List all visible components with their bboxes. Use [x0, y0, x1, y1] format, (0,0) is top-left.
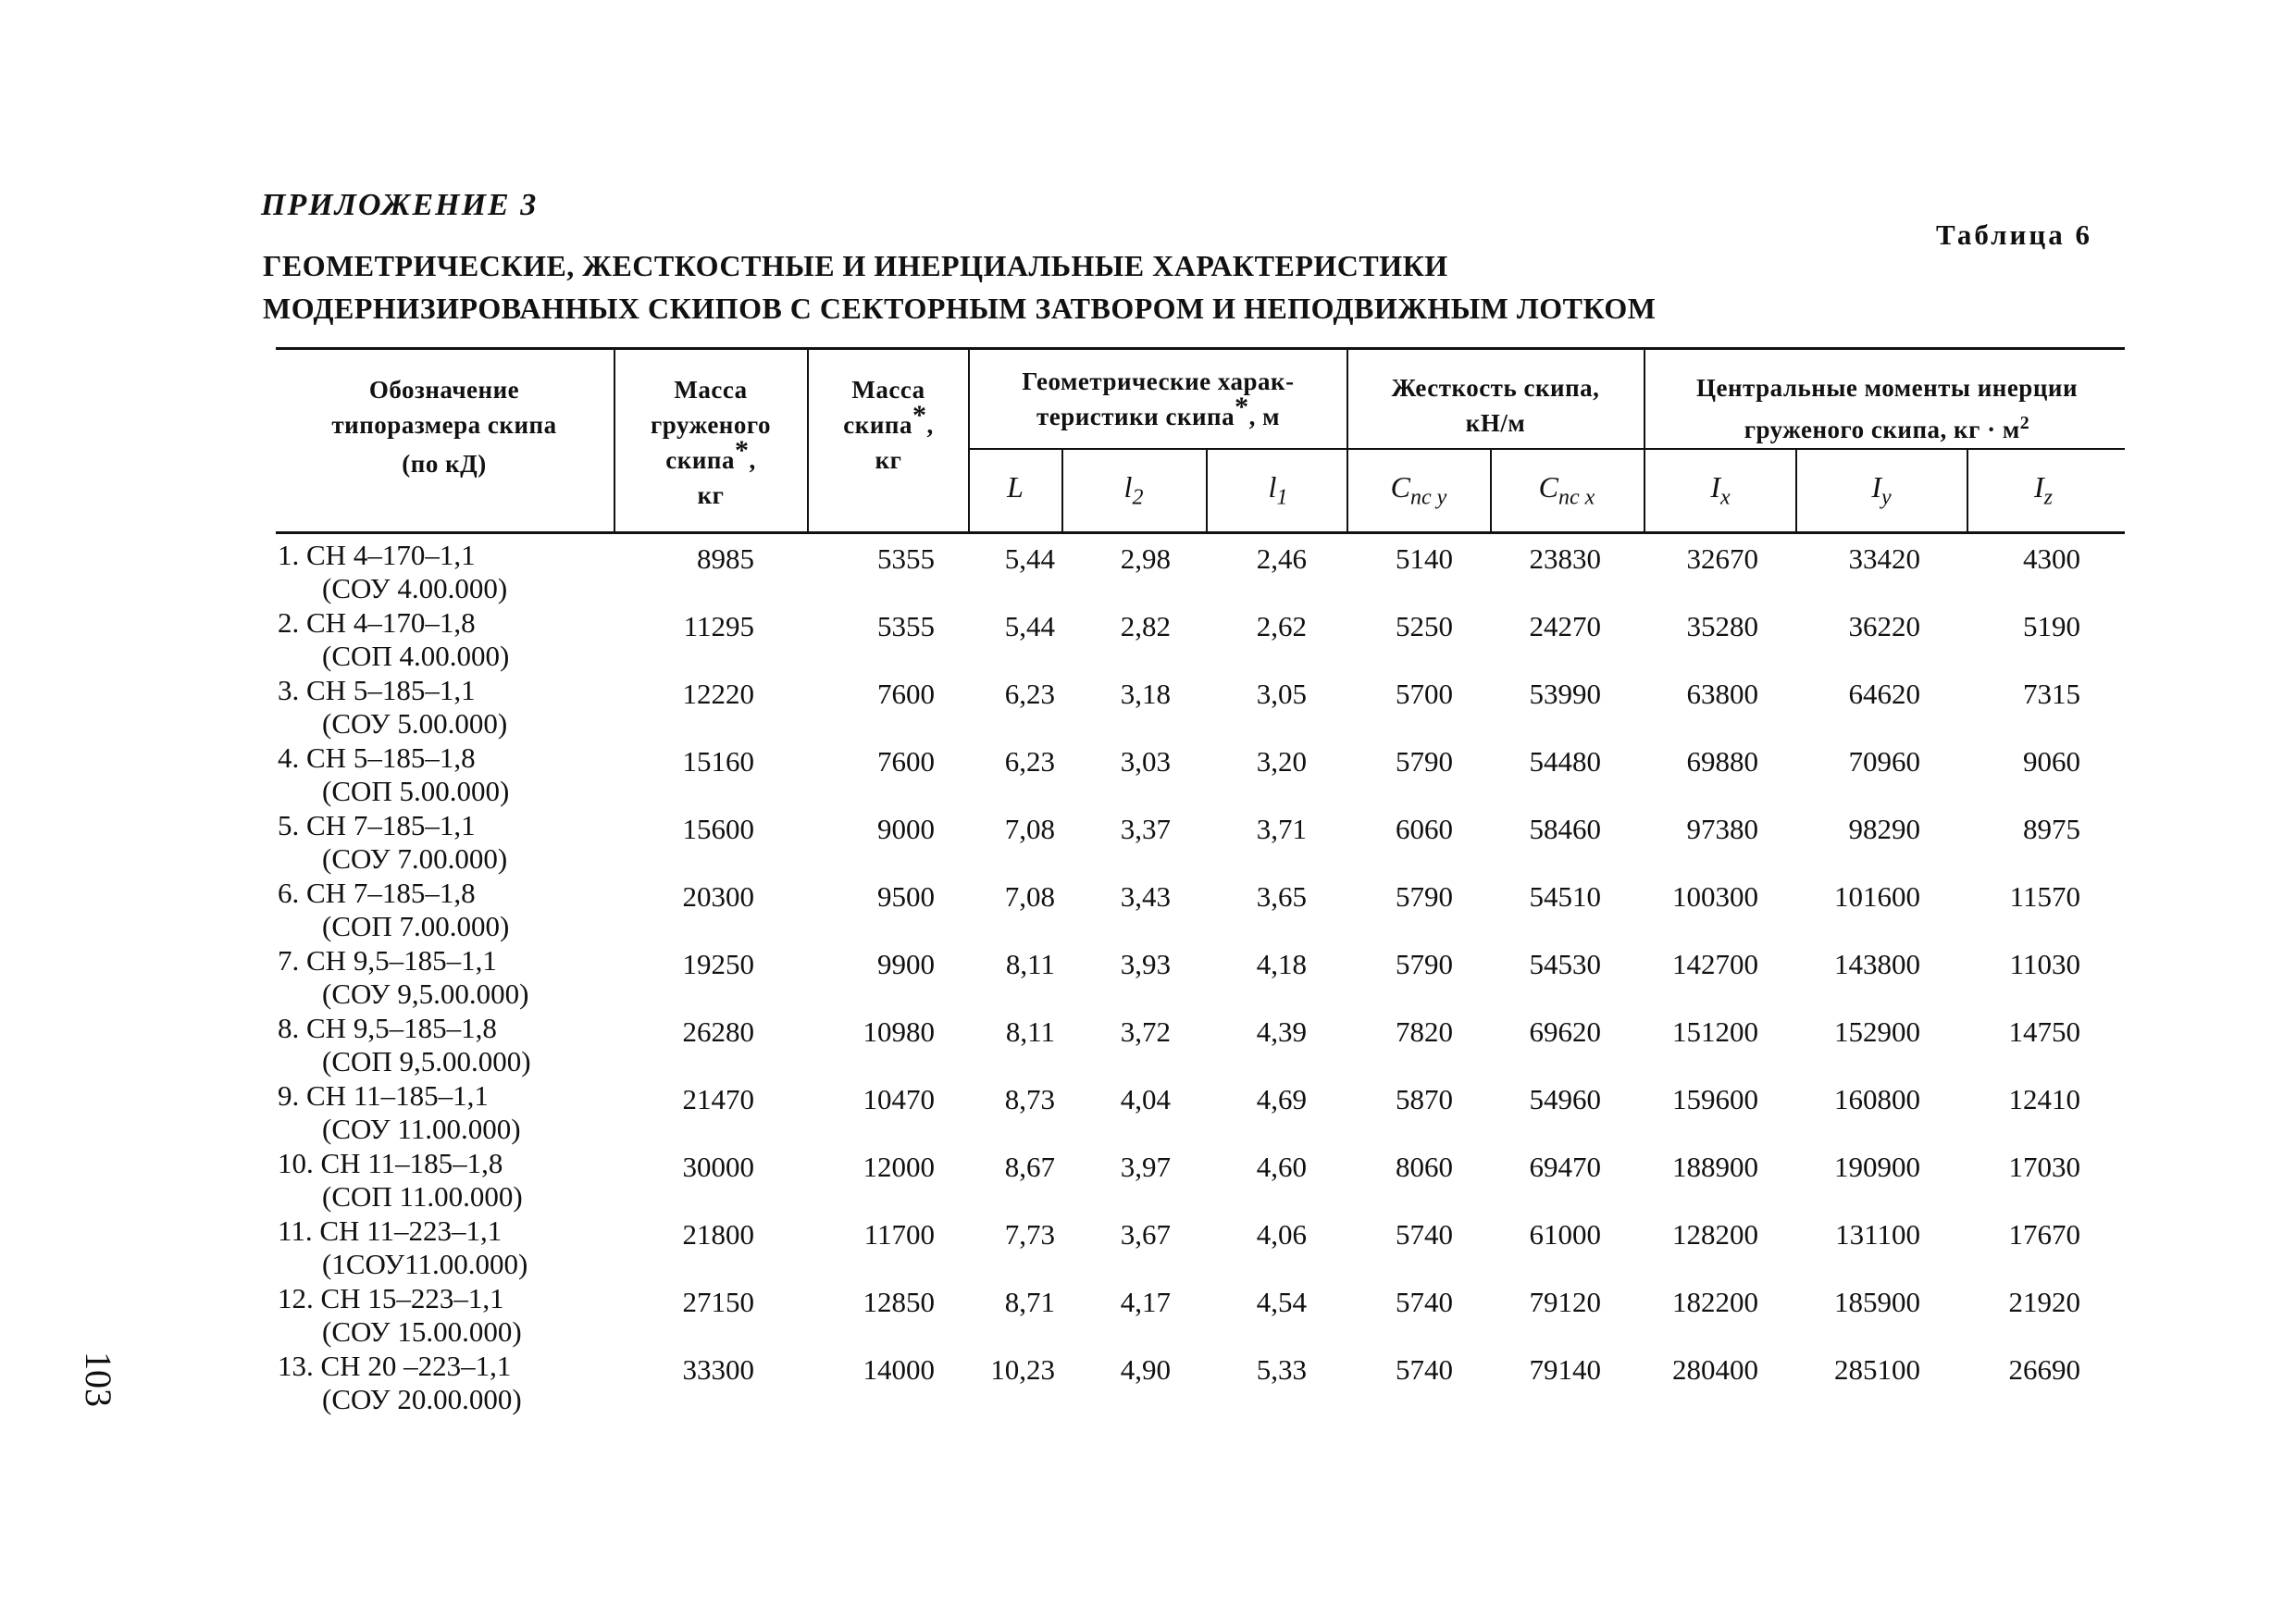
table-row [0, 1012, 2296, 1079]
cell-cy: 5250 [1396, 610, 1453, 642]
cell-L: 7,08 [1004, 880, 1055, 913]
cell-cx: 53990 [1529, 678, 1601, 710]
header-skip-mass: Масса скипа*, кг [843, 376, 934, 474]
cell-ix: 97380 [1686, 813, 1758, 845]
cell-cy: 5140 [1396, 542, 1453, 575]
cell-iz: 5190 [2023, 610, 2080, 642]
table-row [0, 877, 2296, 944]
cell-loaded: 26280 [682, 1015, 754, 1048]
cell-iz: 17670 [2008, 1218, 2080, 1251]
cell-L: 5,44 [1004, 542, 1055, 575]
skip-code: (СОУ 4.00.000) [322, 572, 508, 604]
skip-code: (СОП 11.00.000) [322, 1180, 523, 1213]
cell-cx: 54510 [1529, 880, 1601, 913]
cell-cy: 7820 [1396, 1015, 1453, 1048]
cell-l2: 3,03 [1120, 745, 1171, 778]
cell-loaded: 33300 [682, 1353, 754, 1386]
cell-mass: 9000 [877, 813, 935, 845]
cell-cx: 61000 [1529, 1218, 1601, 1251]
cell-l1: 2,62 [1256, 610, 1307, 642]
skip-designation [278, 606, 611, 673]
cell-ix: 159600 [1672, 1083, 1758, 1115]
cell-cx: 54530 [1529, 948, 1601, 980]
cell-iz: 17030 [2008, 1151, 2080, 1183]
cell-ix: 182200 [1672, 1286, 1758, 1318]
cell-cy: 5790 [1396, 880, 1453, 913]
cell-mass: 9900 [877, 948, 935, 980]
skip-code: (СОУ 5.00.000) [322, 707, 508, 740]
cell-l1: 4,06 [1256, 1218, 1307, 1251]
col-divider [807, 349, 809, 533]
cell-l1: 5,33 [1256, 1353, 1307, 1386]
cell-loaded: 8985 [697, 542, 754, 575]
cell-l2: 4,90 [1120, 1353, 1171, 1386]
subcol-divider [1206, 450, 1208, 533]
cell-ix: 35280 [1686, 610, 1758, 642]
header-bottom-rule [276, 531, 2125, 534]
cell-L: 8,67 [1004, 1151, 1055, 1183]
skip-designation [278, 1350, 611, 1416]
skip-code: (СОУ 9,5.00.000) [322, 978, 529, 1010]
cell-L: 5,44 [1004, 610, 1055, 642]
cell-l2: 3,18 [1120, 678, 1171, 710]
cell-l1: 2,46 [1256, 542, 1307, 575]
cell-ix: 151200 [1672, 1015, 1758, 1048]
cell-cx: 58460 [1529, 813, 1601, 845]
cell-l2: 3,43 [1120, 880, 1171, 913]
cell-L: 6,23 [1004, 745, 1055, 778]
cell-l1: 3,71 [1256, 813, 1307, 845]
cell-l2: 4,17 [1120, 1286, 1171, 1318]
skip-code: (СОП 9,5.00.000) [322, 1045, 531, 1077]
cell-l1: 4,39 [1256, 1015, 1307, 1048]
cell-loaded: 12220 [682, 678, 754, 710]
cell-iy: 285100 [1834, 1353, 1920, 1386]
subcol-divider [1795, 450, 1797, 533]
subcol-divider [1490, 450, 1492, 533]
skip-designation [278, 674, 611, 741]
skip-name: 10. СН 11–185–1,8 [278, 1147, 503, 1179]
cell-cx: 54480 [1529, 745, 1601, 778]
cell-loaded: 30000 [682, 1151, 754, 1183]
cell-ix: 142700 [1672, 948, 1758, 980]
cell-mass: 9500 [877, 880, 935, 913]
col-divider [1644, 349, 1645, 533]
cell-iy: 131100 [1835, 1218, 1920, 1251]
skip-code: (СОУ 7.00.000) [322, 842, 508, 875]
subcol-divider [1967, 450, 1968, 533]
cell-iz: 11030 [2009, 948, 2080, 980]
table-row [0, 1350, 2296, 1417]
cell-loaded: 15160 [682, 745, 754, 778]
skip-designation [278, 1214, 611, 1281]
header-iy: $I_y$ [1871, 470, 1892, 510]
cell-L: 6,23 [1004, 678, 1055, 710]
cell-iz: 14750 [2008, 1015, 2080, 1048]
skip-name: 12. СН 15–223–1,1 [278, 1282, 504, 1314]
table-label: Таблица 6 [1936, 218, 2092, 251]
table-row [0, 674, 2296, 741]
skip-name: 4. СН 5–185–1,8 [278, 741, 476, 774]
cell-cx: 24270 [1529, 610, 1601, 642]
table-top-rule [276, 347, 2125, 350]
cell-mass: 7600 [877, 678, 935, 710]
cell-mass: 5355 [877, 610, 935, 642]
skip-code: (СОУ 20.00.000) [322, 1383, 522, 1415]
cell-mass: 10470 [863, 1083, 935, 1115]
cell-l2: 3,72 [1120, 1015, 1171, 1048]
skip-name: 7. СН 9,5–185–1,1 [278, 944, 497, 977]
skip-name: 13. СН 20 –223–1,1 [278, 1350, 512, 1382]
skip-name: 6. СН 7–185–1,8 [278, 877, 476, 909]
cell-l2: 3,37 [1120, 813, 1171, 845]
cell-cy: 5740 [1396, 1218, 1453, 1251]
cell-mass: 14000 [863, 1353, 935, 1386]
cell-l1: 4,54 [1256, 1286, 1307, 1318]
cell-loaded: 21470 [682, 1083, 754, 1115]
subheader-rule [968, 448, 2125, 450]
cell-iz: 8975 [2023, 813, 2080, 845]
skip-designation [278, 1147, 611, 1214]
cell-iy: 64620 [1848, 678, 1920, 710]
cell-loaded: 15600 [682, 813, 754, 845]
header-cy: $C_{пс y}$ [1390, 470, 1447, 510]
cell-mass: 12850 [863, 1286, 935, 1318]
cell-loaded: 27150 [682, 1286, 754, 1318]
cell-l1: 4,60 [1256, 1151, 1307, 1183]
cell-l1: 3,05 [1256, 678, 1307, 710]
header-geometry: Геометрические харак- теристики скипа*, м [1022, 367, 1295, 430]
skip-code: (СОП 5.00.000) [322, 775, 510, 807]
cell-cy: 8060 [1396, 1151, 1453, 1183]
cell-iy: 36220 [1848, 610, 1920, 642]
cell-iz: 7315 [2023, 678, 2080, 710]
cell-L: 8,11 [1005, 1015, 1055, 1048]
cell-iz: 4300 [2023, 542, 2080, 575]
cell-iz: 11570 [2009, 880, 2080, 913]
skip-designation [278, 1012, 611, 1078]
cell-iz: 9060 [2023, 745, 2080, 778]
cell-ix: 69880 [1686, 745, 1758, 778]
cell-l2: 2,82 [1120, 610, 1171, 642]
title-line-1: ГЕОМЕТРИЧЕСКИЕ, ЖЕСТКОСТНЫЕ И ИНЕРЦИАЛЬНЫЕ ХАРАКТЕРИСТИКИ [263, 249, 1448, 282]
skip-designation [278, 1079, 611, 1146]
subcol-divider [1061, 450, 1063, 533]
cell-l1: 3,65 [1256, 880, 1307, 913]
header-l1: $l_1$ [1268, 470, 1288, 510]
table-row [0, 741, 2296, 809]
cell-L: 10,23 [990, 1353, 1055, 1386]
cell-iy: 190900 [1834, 1151, 1920, 1183]
cell-L: 8,71 [1004, 1286, 1055, 1318]
header-L: L [1007, 470, 1024, 504]
header-cx: $C_{пс x}$ [1538, 470, 1595, 510]
header-moments: Центральные моменты инерции груженого скипа, кг · $м^2$ [1695, 374, 2078, 443]
skip-code: (СОУ 15.00.000) [322, 1315, 522, 1348]
cell-iz: 12410 [2008, 1083, 2080, 1115]
header-designation: Обозначение типоразмера скипа (по кД) [331, 376, 557, 478]
cell-cy: 5790 [1396, 745, 1453, 778]
table-row [0, 606, 2296, 674]
cell-iy: 152900 [1834, 1015, 1920, 1048]
cell-L: 8,73 [1004, 1083, 1055, 1115]
cell-loaded: 20300 [682, 880, 754, 913]
skip-designation [278, 877, 611, 943]
cell-ix: 128200 [1672, 1218, 1758, 1251]
table-row [0, 944, 2296, 1012]
skip-designation [278, 944, 611, 1011]
skip-designation [278, 741, 611, 808]
cell-iy: 98290 [1848, 813, 1920, 845]
cell-iy: 143800 [1834, 948, 1920, 980]
cell-loaded: 19250 [682, 948, 754, 980]
cell-l1: 3,20 [1256, 745, 1307, 778]
cell-L: 7,73 [1004, 1218, 1055, 1251]
cell-iz: 26690 [2008, 1353, 2080, 1386]
cell-cx: 79120 [1529, 1286, 1601, 1318]
cell-cy: 5740 [1396, 1353, 1453, 1386]
cell-iy: 101600 [1834, 880, 1920, 913]
appendix-heading: ПРИЛОЖЕНИЕ 3 [261, 188, 539, 222]
skip-name: 5. СН 7–185–1,1 [278, 809, 476, 841]
cell-l2: 4,04 [1120, 1083, 1171, 1115]
skip-code: (1СОУ11.00.000) [322, 1248, 528, 1280]
skip-name: 1. СН 4–170–1,1 [278, 539, 476, 571]
cell-iy: 33420 [1848, 542, 1920, 575]
skip-code: (СОУ 11.00.000) [322, 1113, 521, 1145]
skip-designation [278, 1282, 611, 1349]
table-row [0, 1079, 2296, 1147]
table-row [0, 1147, 2296, 1214]
cell-iy: 160800 [1834, 1083, 1920, 1115]
skip-name: 2. СН 4–170–1,8 [278, 606, 476, 639]
header-iz: $I_z$ [2034, 470, 2053, 510]
cell-mass: 10980 [863, 1015, 935, 1048]
skip-designation [278, 539, 611, 605]
cell-cx: 69470 [1529, 1151, 1601, 1183]
cell-mass: 12000 [863, 1151, 935, 1183]
cell-ix: 100300 [1672, 880, 1758, 913]
table-row [0, 809, 2296, 877]
cell-L: 8,11 [1005, 948, 1055, 980]
cell-cx: 54960 [1529, 1083, 1601, 1115]
table-row [0, 1214, 2296, 1282]
cell-iz: 21920 [2008, 1286, 2080, 1318]
header-stiffness: Жесткость скипа, кН/м [1391, 374, 1600, 437]
cell-cx: 79140 [1529, 1353, 1601, 1386]
skip-code: (СОП 7.00.000) [322, 910, 510, 942]
cell-l2: 2,98 [1120, 542, 1171, 575]
header-ix: $I_x$ [1710, 470, 1731, 510]
cell-mass: 5355 [877, 542, 935, 575]
col-divider [614, 349, 615, 533]
table-row [0, 539, 2296, 606]
page-number: 103 [78, 1351, 119, 1407]
cell-cy: 6060 [1396, 813, 1453, 845]
skip-code: (СОП 4.00.000) [322, 640, 510, 672]
cell-ix: 280400 [1672, 1353, 1758, 1386]
cell-cy: 5870 [1396, 1083, 1453, 1115]
cell-l2: 3,97 [1120, 1151, 1171, 1183]
cell-iy: 70960 [1848, 745, 1920, 778]
cell-L: 7,08 [1004, 813, 1055, 845]
cell-cy: 5700 [1396, 678, 1453, 710]
skip-designation [278, 809, 611, 876]
cell-cy: 5740 [1396, 1286, 1453, 1318]
cell-ix: 63800 [1686, 678, 1758, 710]
skip-name: 9. СН 11–185–1,1 [278, 1079, 489, 1112]
title-line-2: МОДЕРНИЗИРОВАННЫХ СКИПОВ С СЕКТОРНЫМ ЗАТВОРОМ И НЕПОДВИЖНЫМ ЛОТКОМ [263, 292, 1657, 325]
cell-cx: 23830 [1529, 542, 1601, 575]
header-l2: $l_2$ [1123, 470, 1144, 510]
cell-cy: 5790 [1396, 948, 1453, 980]
cell-mass: 7600 [877, 745, 935, 778]
skip-name: 11. СН 11–223–1,1 [278, 1214, 503, 1247]
cell-l1: 4,69 [1256, 1083, 1307, 1115]
cell-l2: 3,93 [1120, 948, 1171, 980]
cell-mass: 11700 [863, 1218, 935, 1251]
cell-ix: 188900 [1672, 1151, 1758, 1183]
skip-name: 8. СН 9,5–185–1,8 [278, 1012, 497, 1044]
cell-cx: 69620 [1529, 1015, 1601, 1048]
header-loaded-mass: Масса груженого скипа*, кг [651, 376, 771, 509]
table-row [0, 1282, 2296, 1350]
skip-name: 3. СН 5–185–1,1 [278, 674, 476, 706]
col-divider [968, 349, 970, 533]
cell-l1: 4,18 [1256, 948, 1307, 980]
cell-ix: 32670 [1686, 542, 1758, 575]
cell-l2: 3,67 [1120, 1218, 1171, 1251]
cell-loaded: 11295 [683, 610, 754, 642]
cell-loaded: 21800 [682, 1218, 754, 1251]
cell-iy: 185900 [1834, 1286, 1920, 1318]
